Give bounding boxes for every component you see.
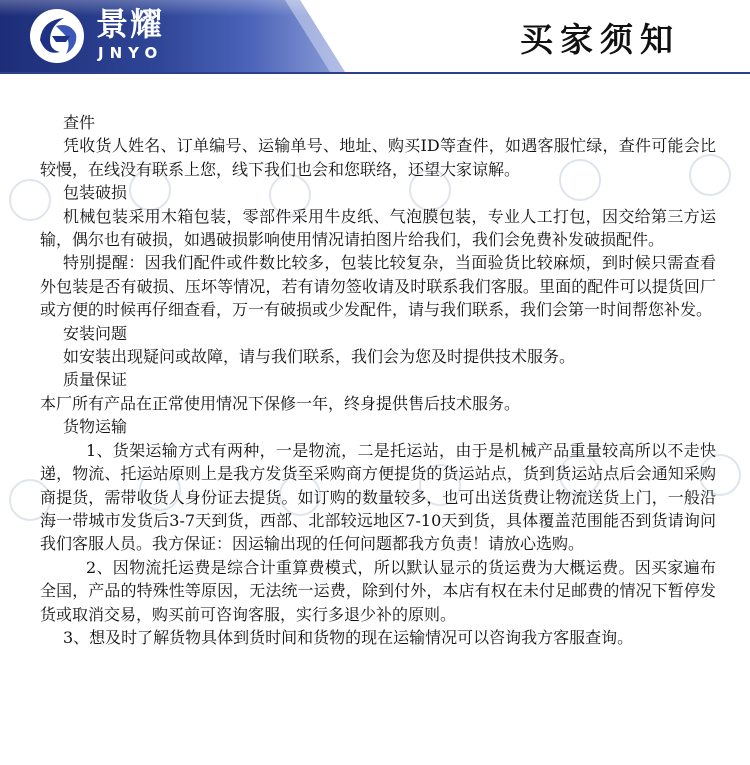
check-heading: 查件	[63, 113, 96, 132]
install-text: 如安装出现疑问或故障，请与我们联系，我们会为您及时提供技术服务。	[63, 347, 576, 367]
header-banner	[0, 0, 750, 72]
check-text: 凭收货人姓名、订单编号、运输单号、地址、购买ID等查件，如遇客服忙绿，查件可能会比较慢，在线没有联系上您，线下我们也会和您联络，还望大家谅解。	[40, 136, 716, 179]
quality-text: 本厂所有产品在正常使用情况下保修一年，终身提供售后技术服务。	[40, 393, 521, 413]
shipping-heading: 货物运输	[63, 417, 128, 437]
logo-emblem-icon	[26, 6, 88, 66]
shipping-item-1: 1、货架运输方式有两种，一是物流，二是托运站，由于是机械产品重量较高所以不走快递，物流、托运站原则上是我方发货至采购商方便提货的货运站点，货到货运站点后会通知采购商提货，需带收货人身份证去提货。如订购的数量较多，也可出送货费让物流送货上门，一般沿海一带城市发货后3-7天到货，西部、北部较远地区7-10天到货，具体覆盖范围能否到货请询问我们客服人员。我方保证：因运输出现的任何问题都我方负责！请放心选购。	[40, 440, 716, 554]
install-heading: 安装问题	[63, 323, 128, 343]
logo-english-name: JNYO	[98, 44, 164, 62]
shipping-item-2: 2、因物流托运费是综合计重算费模式，所以默认显示的货运费为大概运费。因买家遍布全国，产品的特殊性等原因，无法统一运费，除到付外，本店有权在未付足邮费的情况下暂停发货或取消交易，购买前可咨询客服，实行多退少补的原则。	[40, 557, 716, 624]
shipping-item-3: 3、想及时了解货物具体到货时间和货物的现在运输情况可以咨询我方客服查询。	[63, 627, 634, 647]
package-heading: 包装破损	[63, 183, 128, 203]
package-text: 机械包装采用木箱包装，零部件采用牛皮纸、气泡膜包装，专业人工打包，因交给第三方运输，偶尔也有破损，如遇破损影响使用情况请拍图片给我们，我们会免费补发破损配件。	[40, 206, 716, 250]
notice-content	[40, 111, 716, 649]
page-title: 买家须知	[520, 20, 680, 59]
logo-chinese-name: 景耀	[96, 5, 165, 43]
quality-heading: 质量保证	[63, 370, 128, 390]
special-reminder-text: 特别提醒：因我们配件或件数比较多，包装比较复杂，当面验货比较麻烦，到时候只需查看外包装是否有破损、压坏等情况，若有请勿签收请及时联系我们客服。里面的配件可以提货回厂或方便的时候再仔细查看，万一有破损或少发配件，请与我们联系，我们会第一时间帮您补发。	[40, 253, 716, 320]
header-divider	[0, 72, 750, 74]
